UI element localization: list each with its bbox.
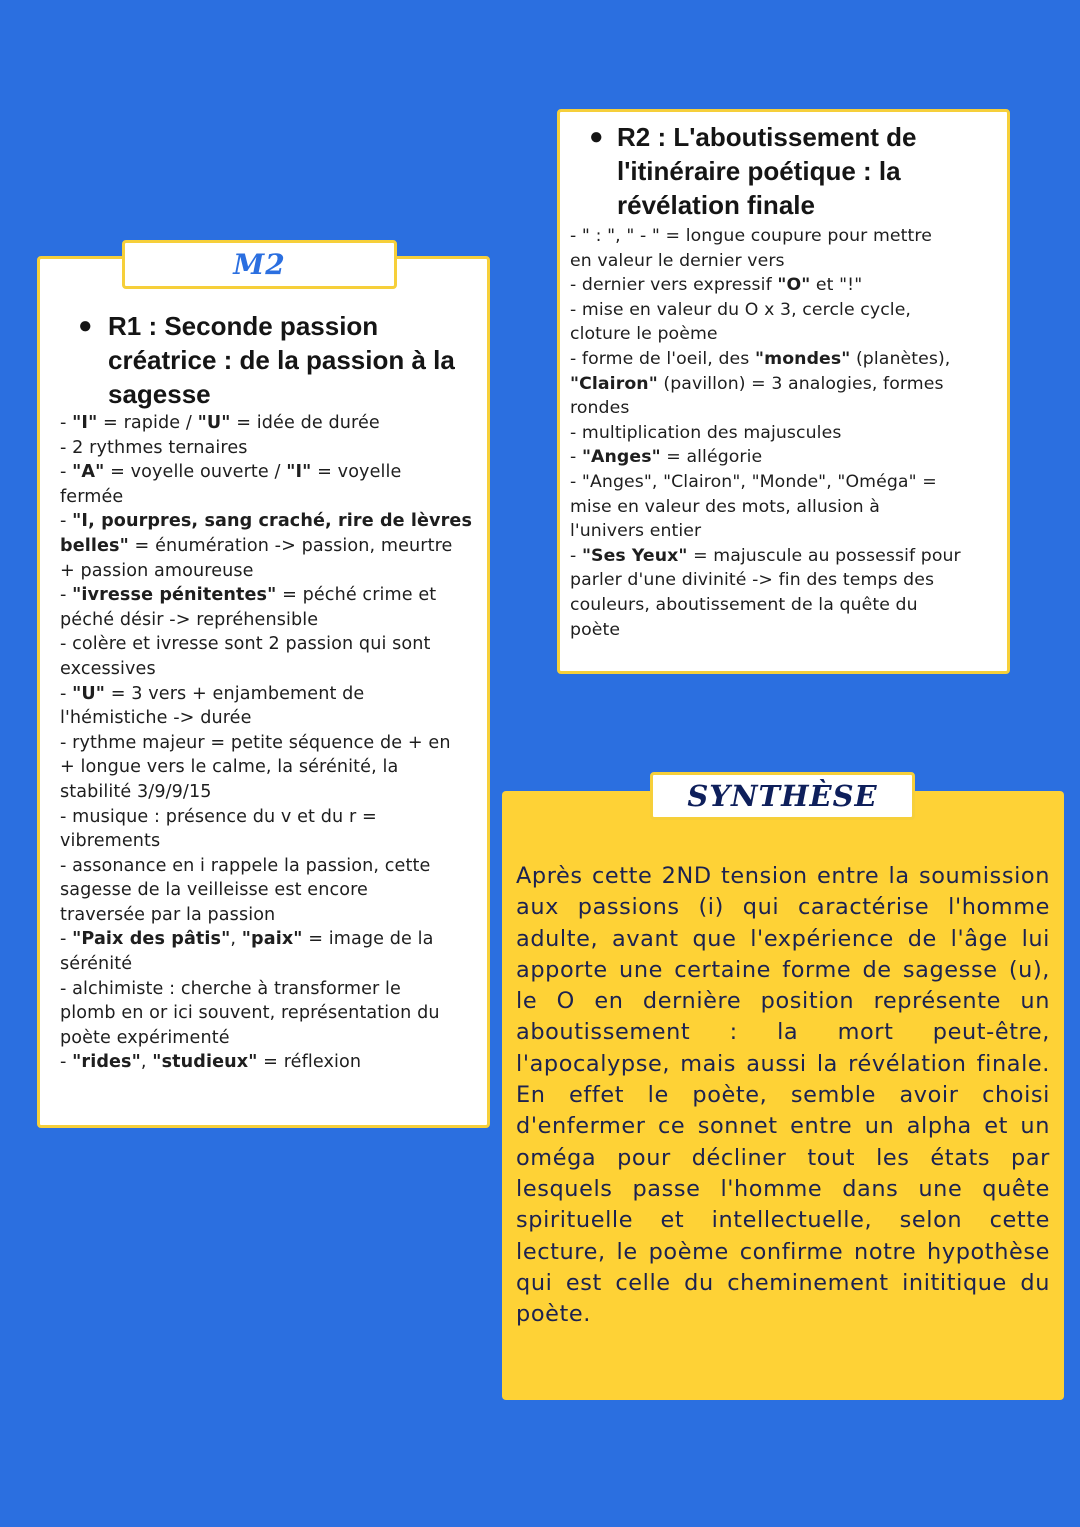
r2-note-line: parler d'une divinité -> fin des temps des	[570, 570, 935, 591]
r2-note-line: - "Anges" = allégorie	[570, 447, 763, 468]
m2-note-line: belles" = énumération -> passion, meurtre	[60, 535, 453, 556]
m2-note-line: plomb en or ici souvent, représentation du	[60, 1003, 440, 1024]
r2-heading-line: R2 : L'aboutissement de	[617, 122, 917, 152]
r2-note-line: poète	[570, 619, 621, 640]
m2-card	[37, 256, 490, 1128]
r2-note-line: - forme de l'oeil, des "mondes" (planètes),	[570, 348, 951, 369]
r2-card	[557, 109, 1010, 674]
m2-note-line: - rythme majeur = petite séquence de + en	[60, 732, 451, 753]
m2-tab-label	[122, 240, 397, 289]
m2-note-line: - assonance en i rappele la passion, cette	[60, 855, 431, 876]
m2-note-line: sérénité	[60, 954, 133, 975]
m2-note-line: vibrements	[60, 831, 161, 852]
r1-notes-list	[60, 411, 473, 1075]
r2-note-line: couleurs, aboutissement de la quête du	[570, 594, 918, 615]
r2-note-line: "Clairon" (pavillon) = 3 analogies, formes	[570, 373, 944, 394]
m2-note-line: - "rides", "studieux" = réflexion	[60, 1052, 362, 1073]
bullet-icon: ●	[78, 312, 93, 339]
r1-heading	[60, 309, 469, 411]
m2-note-line: sagesse de la veilleisse est encore	[60, 880, 368, 901]
r2-notes-list	[570, 224, 991, 642]
m2-note-line: poète expérimenté	[60, 1027, 230, 1048]
r2-heading-line: révélation finale	[617, 190, 815, 220]
r2-note-line: - " : ", " - " = longue coupure pour mettre	[570, 226, 932, 246]
m2-note-line: - musique : présence du v et du r =	[60, 806, 377, 827]
r1-heading-line: créatrice : de la passion à la	[108, 345, 455, 375]
r2-note-line: - "Ses Yeux" = majuscule au possessif pour	[570, 545, 961, 566]
m2-note-line: - "I" = rapide / "U" = idée de durée	[60, 413, 380, 433]
m2-note-line: péché désir -> repréhensible	[60, 609, 319, 630]
m2-note-line: - alchimiste : cherche à transformer le	[60, 978, 401, 999]
synthese-label-text: SYNTHÈSE	[687, 779, 878, 813]
m2-note-line: excessives	[60, 658, 156, 679]
r2-note-line: - mise en valeur du O x 3, cercle cycle,	[570, 299, 912, 320]
r2-note-line: - multiplication des majuscules	[570, 422, 842, 443]
m2-note-line: - "Paix des pâtis", "paix" = image de la	[60, 929, 434, 950]
r1-heading-line: R1 : Seconde passion	[108, 311, 379, 341]
r2-note-line: l'univers entier	[570, 521, 702, 542]
r2-note-line: rondes	[570, 398, 630, 419]
r2-note-line: mise en valeur des mots, allusion à	[570, 496, 880, 517]
m2-note-line: - "A" = voyelle ouverte / "I" = voyelle	[60, 462, 402, 483]
m2-note-line: - 2 rythmes ternaires	[60, 437, 248, 458]
m2-note-line: - "U" = 3 vers + enjambement de	[60, 683, 365, 704]
m2-note-line: + longue vers le calme, la sérénité, la	[60, 757, 399, 778]
synthese-text: Après cette 2ND tension entre la soumission aux passions (i) qui caractérise l'homme adulte, avant que l'expérience de l'âge lui apporte une certaine forme de sagesse (u), le O en dernière position représente un aboutissement : la mort peut-être, l'apocalypse, mais aussi la révélation finale. En effet le poète, semble avoir choisi d'enfermer ce sonnet entre un alpha et un oméga pour décliner tout les états par lesquels passe l'homme dans une quête spirituelle et intellectuelle, selon cette lecture, le poème confirme notre hypothèse qui est celle du cheminement inititique du poète.	[516, 863, 1050, 1328]
m2-note-line: - "ivresse pénitentes" = péché crime et	[60, 585, 437, 606]
m2-label-text: M2	[233, 248, 286, 281]
r2-heading-line: l'itinéraire poétique : la	[617, 156, 901, 186]
synthese-tab-label	[650, 772, 915, 820]
r1-heading-line: sagesse	[108, 379, 211, 409]
m2-note-line: + passion amoureuse	[60, 560, 254, 581]
m2-note-line: l'hémistiche -> durée	[60, 708, 252, 729]
r2-note-line: en valeur le dernier vers	[570, 250, 785, 271]
m2-note-line: fermée	[60, 486, 124, 507]
synthese-box	[502, 791, 1064, 1400]
m2-note-line: - "I, pourpres, sang craché, rire de lèvres	[60, 511, 473, 532]
m2-note-line: traversée par la passion	[60, 904, 276, 925]
m2-note-line: stabilité 3/9/9/15	[60, 781, 212, 802]
r2-note-line: - "Anges", "Clairon", "Monde", "Oméga" =	[570, 471, 937, 492]
r2-heading	[570, 120, 991, 222]
r2-note-line: cloture le poème	[570, 324, 718, 345]
r2-note-line: - dernier vers expressif "O" et "!"	[570, 275, 863, 296]
m2-note-line: - colère et ivresse sont 2 passion qui sont	[60, 634, 431, 655]
bullet-icon: ●	[589, 123, 604, 150]
